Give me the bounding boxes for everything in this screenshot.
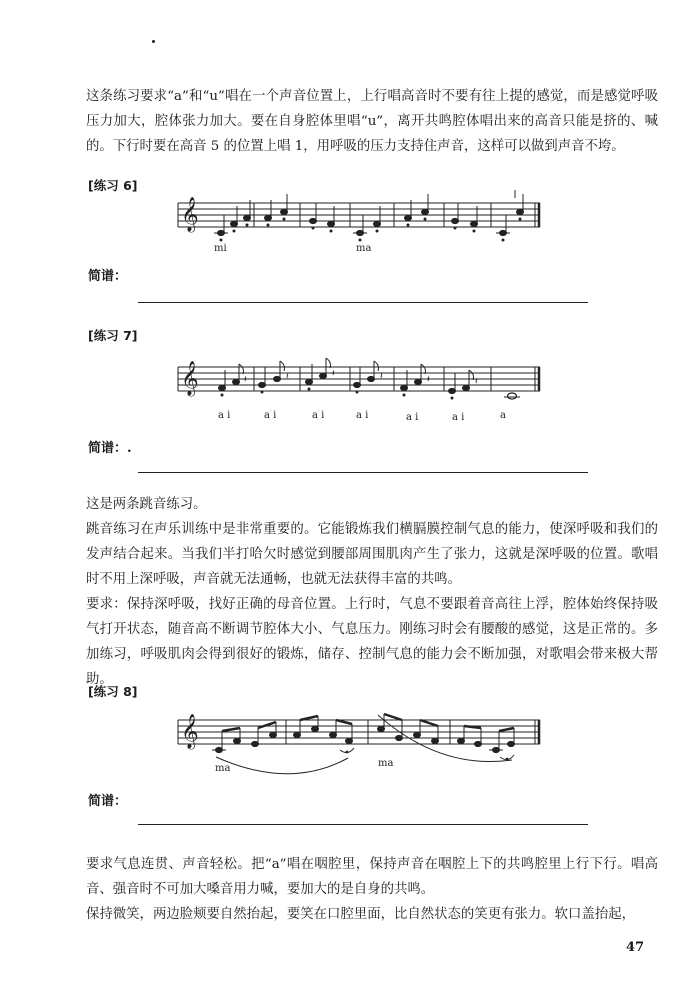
page-number: 47 <box>626 940 645 955</box>
paragraph-legato-requirements: 要求气息连贯、声音轻松。把“a”唱在咽腔里，保持声音在咽腔上下的共鸣腔里上行下行。唱高音、强音时不可加大嗓音用力喊，要加大的是自身的共鸣。 <box>86 857 658 897</box>
svg-text:𝄽: 𝄽 <box>332 369 335 379</box>
exercise-8-title: [练习 8] <box>88 684 138 699</box>
exercise-7-lyric-3: a i <box>312 410 325 421</box>
paragraph-staccato-importance: 跳音练习在声乐训练中是非常重要的。它能锻炼我们横膈膜控制气息的能力，使深呼吸和我们的发声结合起来。当我们半打哈欠时感觉到腰部周围肌肉产生了张力，这就是深呼吸的位置。歌唱时不用上深呼吸，声音就无法通畅，也就无法获得丰富的共鸣。 <box>86 522 658 587</box>
paragraph-smile-posture: 保持微笑，两边脸颊要自然抬起，要笑在口腔里面，比自然状态的笑更有张力。软口盖抬起， <box>86 907 636 922</box>
exercise-7-title: [练习 7] <box>88 328 138 343</box>
exercise-7-lyric-7: a <box>500 410 506 421</box>
exercise-8-jianpu-blank-line <box>138 824 588 825</box>
exercise-7-lyric-1: a i <box>218 410 231 421</box>
paragraph-staccato-requirements: 要求：保持深呼吸，找好正确的母音位置。上行时，气息不要跟着音高往上浮，腔体始终保持吸气打开状态，随音高不断调节腔体大小、气息压力。刚练习时会有腰酸的感觉，这是正常的。多加练习，呼吸肌肉会得到很好的锻炼，储存、控制气息的能力会不断加强，对歌唱会带来极大帮助。 <box>86 597 658 687</box>
svg-text:𝄽: 𝄽 <box>475 377 478 387</box>
exercise-6-lyric-1: mi <box>214 243 227 254</box>
exercise-6-title: [练习 6] <box>88 178 138 193</box>
svg-text:𝄽: 𝄽 <box>380 372 383 382</box>
treble-clef-icon: 𝄞 <box>181 361 199 396</box>
exercise-7-jianpu-label: 简谱：. <box>88 441 132 456</box>
exercise-8-lyric-1: ma <box>215 763 231 774</box>
svg-text:𝄽: 𝄽 <box>286 372 289 382</box>
paragraph-vowel-position: 这条练习要求“a”和“u”唱在一个声音位置上，上行唱高音时不要有往上提的感觉，而是感觉呼吸压力加大，腔体张力加大。要在自身腔体里唱“u”，离开共鸣腔体唱出来的高音只能是挤的、喊的。下行时要在高音 5 的位置上唱 1，用呼吸的压力支持住声音，这样可以做到声音不垮。 <box>86 89 658 154</box>
exercise-8-lyric-2: ma <box>378 758 394 769</box>
paragraph-staccato-intro: 这是两条跳音练习。 <box>86 497 207 512</box>
treble-clef-icon: 𝄞 <box>181 714 199 749</box>
exercise-8-notes <box>212 714 515 760</box>
svg-text:𝄽: 𝄽 <box>244 375 247 385</box>
exercise-6-jianpu-label: 简谱： <box>88 269 128 284</box>
exercise-7-lyric-4: a i <box>356 410 369 421</box>
exercise-7-lyric-2: a i <box>264 410 277 421</box>
exercise-7-lyric-6: a i <box>452 412 465 423</box>
exercise-8-jianpu-label: 简谱： <box>88 794 128 809</box>
svg-text:𝄽: 𝄽 <box>427 375 430 385</box>
exercise-7-lyric-5: a i <box>406 412 419 423</box>
treble-clef-icon: 𝄞 <box>181 197 199 232</box>
exercise-6-lyric-2: ma <box>356 243 372 254</box>
